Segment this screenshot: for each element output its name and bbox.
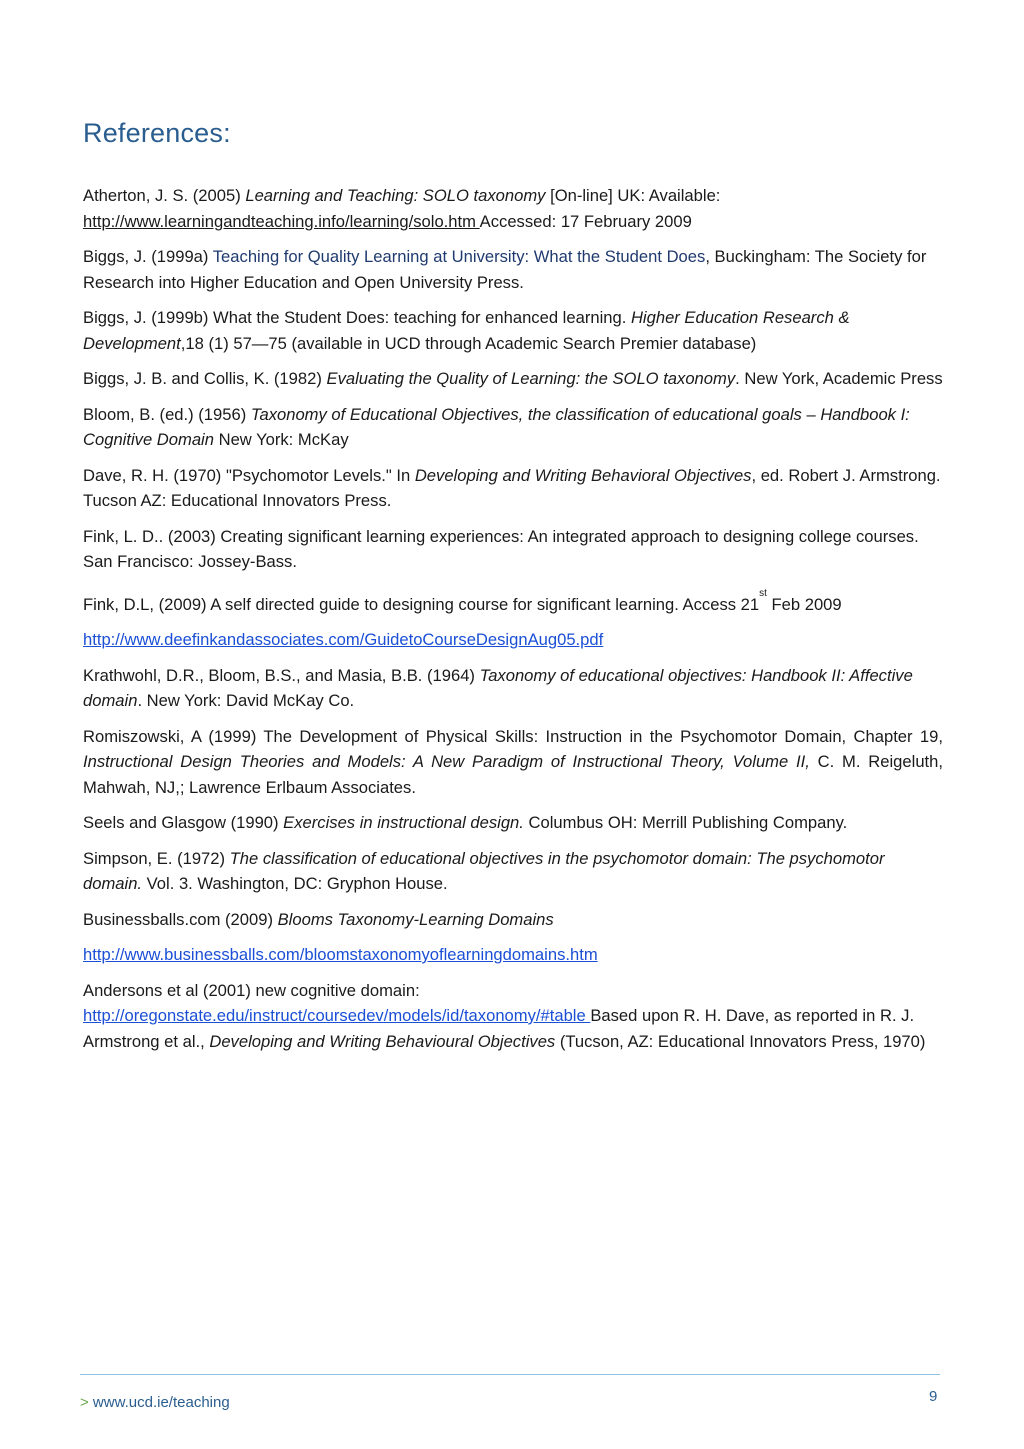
footer-site-link[interactable] [80,1394,230,1411]
footer-divider [80,1374,940,1375]
reference-title: Developing and Writing Behavioral Objectives [414,465,752,485]
footer-site-text: www.ucd.ie/teaching [88,1394,230,1411]
reference-dave: Dave, R. H. (1970) "Psychomotor Levels." In Developing and Writing Behavioral Objectives, ed. Robert J. Armstrong. Tucson AZ: Educational Innovators Press. [83,465,941,510]
reference-title: Teaching for Quality Learning at University: What the Student Does [212,247,706,266]
page-title: References: [83,118,231,148]
page-number: 9 [929,1388,938,1405]
reference-title: Blooms Taxonomy-Learning Domains [277,909,554,929]
reference-fink-url [83,627,943,653]
reference-krathwohl: Krathwohl, D.R., Bloom, B.S., and Masia, B.B. (1964) Taxonomy of educational objectives: Handbook II: Affective domain. New York: David McKay Co. [83,665,913,710]
reference-andersons: Andersons et al (2001) new cognitive domain: http://oregonstate.edu/instruct/coursedev/models/id/taxonomy/#table Based upon R. H. Dave, as reported in R. J. Armstrong et al., Developing and Writing Behavioural Objectives (Tucson, AZ: Educational Innovators Press, 1970) [83,980,926,1051]
reference-fink-2009: Fink, D.L, (2009) A self directed guide to designing course for significant learning. Access 21st Feb 2009 [83,587,842,614]
oregonstate-link[interactable]: http://oregonstate.edu/instruct/coursedev/models/id/taxonomy/#table [83,1006,591,1025]
businessballs-link[interactable]: http://www.businessballs.com/bloomstaxonomyoflearningdomains.htm [83,945,598,964]
reference-bloom: Bloom, B. (ed.) (1956) Taxonomy of Educational Objectives, the classification of educational goals – Handbook I: Cognitive Domain New York: McKay [83,404,910,449]
reference-seels: Seels and Glasgow (1990) Exercises in instructional design. Columbus OH: Merrill Publishing Company. [83,813,848,832]
chevron-right-icon: > [80,1394,89,1411]
reference-biggs-1999b: Biggs, J. (1999b) What the Student Does: teaching for enhanced learning. Higher Education Research & Development,18 (1) 57—75 (available in UCD through Academic Search Premier database) [83,308,850,353]
atherton-link[interactable]: http://www.learningandteaching.info/learning/solo.htm [83,211,480,231]
reference-businessballs-url [83,942,943,968]
ordinal-suffix: st [759,587,767,599]
reference-title: Higher Education Research & Development [83,308,850,353]
reference-list [83,183,943,1064]
reference-subtitle: Handbook I: Cognitive Domain [83,404,910,449]
reference-biggs-collis: Biggs, J. B. and Collis, K. (1982) Evaluating the Quality of Learning: the SOLO taxonomy. New York, Academic Press [83,369,943,388]
reference-title: Taxonomy of Educational Objectives, the classification of educational goals [250,404,802,424]
reference-title: Instructional Design Theories and Models: A New Paradigm of Instructional Theory, Volume II, [83,752,810,771]
reference-fink-2003: Fink, L. D.. (2003) Creating significant learning experiences: An integrated approach to designing college courses. San Francisco: Jossey-Bass. [83,526,919,571]
reference-businessballs: Businessballs.com (2009) Blooms Taxonomy-Learning Domains [83,909,554,929]
reference-title: Exercises in instructional design. [283,813,524,832]
reference-title: Taxonomy of educational objectives: Handbook II: Affective domain [83,665,913,710]
reference-title: Evaluating the Quality of Learning: the SOLO taxonomy [326,369,736,388]
reference-title: Developing and Writing Behavioural Objectives [209,1031,556,1051]
fink-guide-link[interactable]: http://www.deefinkandassociates.com/GuidetoCourseDesignAug05.pdf [83,630,604,649]
reference-romiszowski: Romiszowski, A (1999) The Development of Physical Skills: Instruction in the Psychomotor Domain, Chapter 19, Instructional Design Theories and Models: A New Paradigm of Instructional Theory, Volume II, C. M. Reigeluth, Mahwah, NJ,; Lawrence Erlbaum Associates. [83,726,944,797]
reference-atherton: Atherton, J. S. (2005) Learning and Teaching: SOLO taxonomy [On-line] UK: Available: http://www.learningandteaching.info/learning/solo.htm Accessed: 17 February 2009 [83,186,721,231]
reference-title: The classification of educational objectives in the psychomotor domain: The psychomotor domain. [83,848,885,893]
reference-simpson: Simpson, E. (1972) The classification of educational objectives in the psychomotor domain: The psychomotor domain. Vol. 3. Washington, DC: Gryphon House. [83,848,885,893]
reference-biggs-1999a: Biggs, J. (1999a) Teaching for Quality Learning at University: What the Student Does, Buckingham: The Society for Research into Higher Education and Open University Press. [83,247,927,292]
reference-title: Learning and Teaching: SOLO taxonomy [245,186,546,205]
